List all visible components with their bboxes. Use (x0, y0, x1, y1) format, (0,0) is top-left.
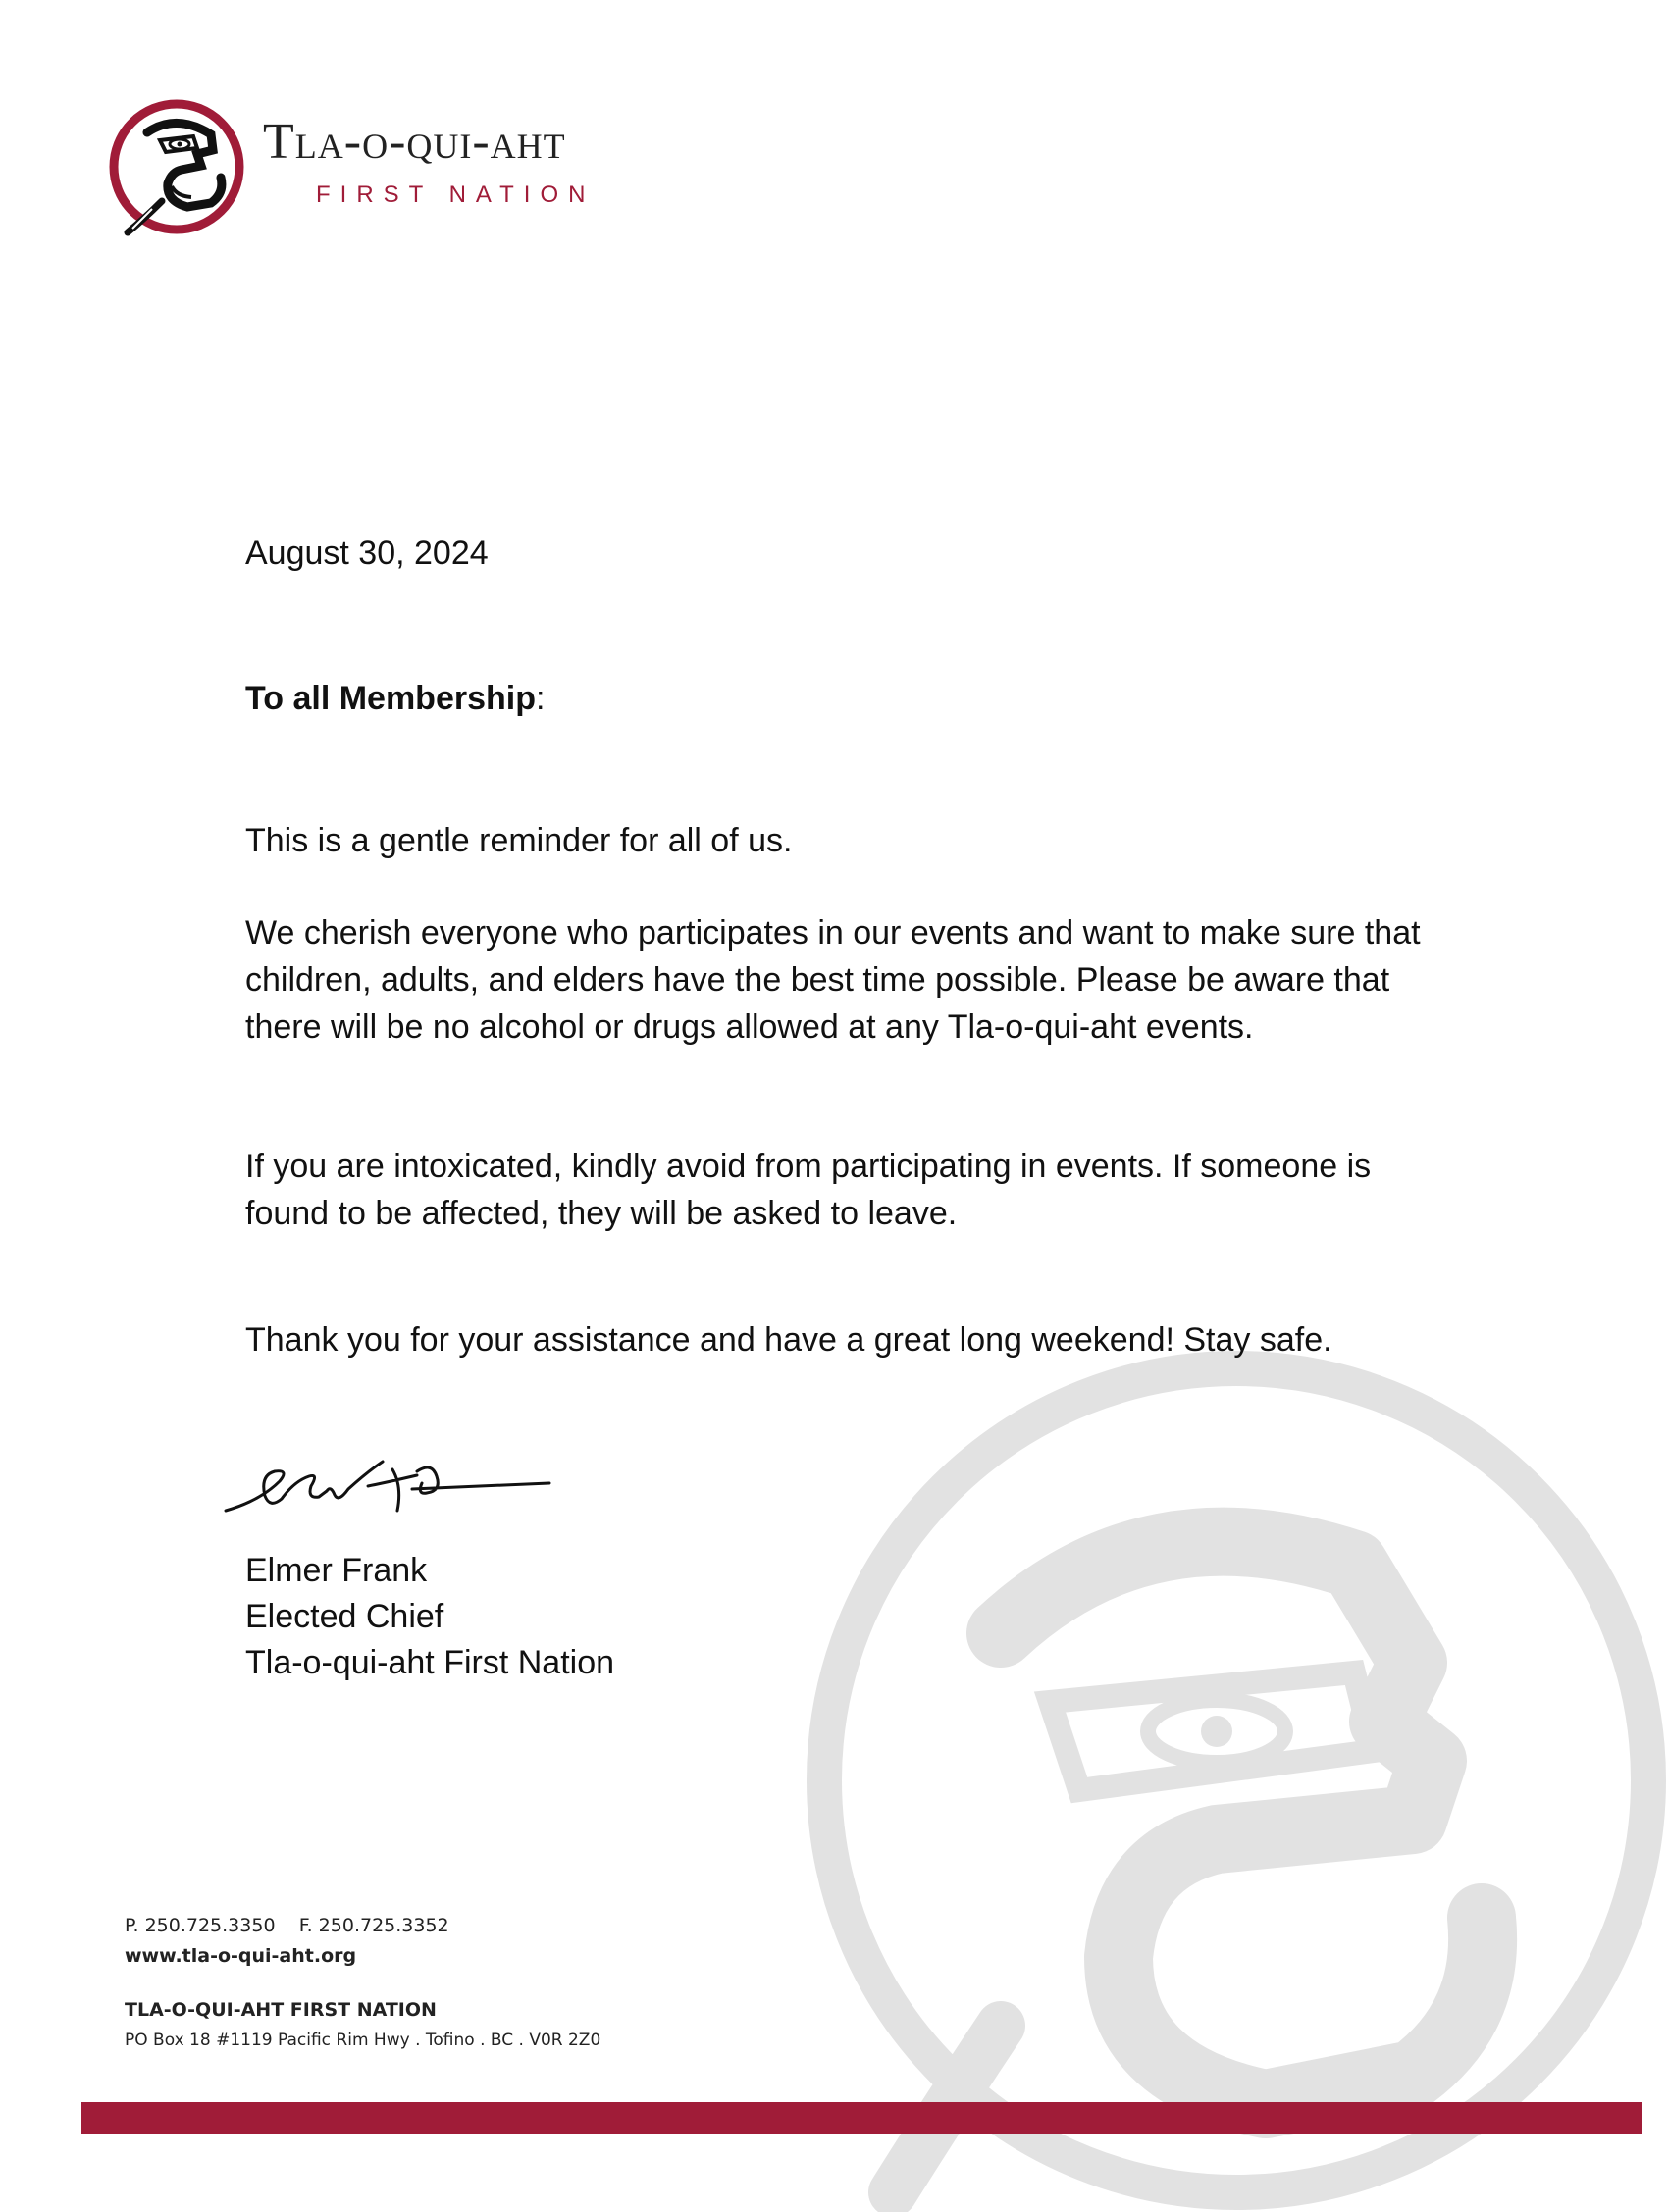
letter-date: August 30, 2024 (245, 535, 489, 572)
footer-address: PO Box 18 #1119 Pacific Rim Hwy . Tofino . BC . V0R 2Z0 (125, 2031, 601, 2050)
paragraph-intoxication: If you are intoxicated, kindly avoid from participating in events. If someone is found to be affected, they will be asked to leave. (245, 1148, 1372, 1232)
footer-bar (81, 2102, 1642, 2134)
paragraph-reminder: This is a gentle reminder for all of us. (245, 822, 793, 859)
footer-fax: F. 250.725.3352 (298, 1915, 449, 1936)
paragraph-policy: We cherish everyone who participates in our events and want to make sure that children, adults, and elders have the best time possible. Please be aware that there will be no alcohol or drugs allowed at any Tla-o-qui-aht events. (245, 914, 1421, 1046)
footer (125, 1911, 600, 2056)
org-name: Tla-o-qui-aht (263, 114, 566, 170)
salutation-text: To all Membership (245, 680, 536, 717)
paragraph-thanks: Thank you for your assistance and have a great long weekend! Stay safe. (245, 1321, 1332, 1359)
handwritten-signature (221, 1442, 554, 1530)
watermark-logo (805, 1349, 1668, 2212)
org-subtitle: FIRST NATION (316, 181, 596, 208)
signer-title: Elected Chief (245, 1598, 444, 1635)
signature-block (245, 1548, 614, 1686)
footer-website[interactable]: www.tla-o-qui-aht.org (125, 1945, 357, 1967)
footer-phone: P. 250.725.3350 (125, 1915, 276, 1936)
footer-contact (125, 1911, 600, 1941)
footer-org-name: TLA-O-QUI-AHT FIRST NATION (125, 1999, 437, 2021)
salutation-colon: : (535, 680, 546, 717)
logo-mark (103, 93, 250, 240)
salutation (245, 675, 1442, 722)
signer-name: Elmer Frank (245, 1552, 428, 1589)
signer-organization: Tla-o-qui-aht First Nation (245, 1644, 615, 1681)
